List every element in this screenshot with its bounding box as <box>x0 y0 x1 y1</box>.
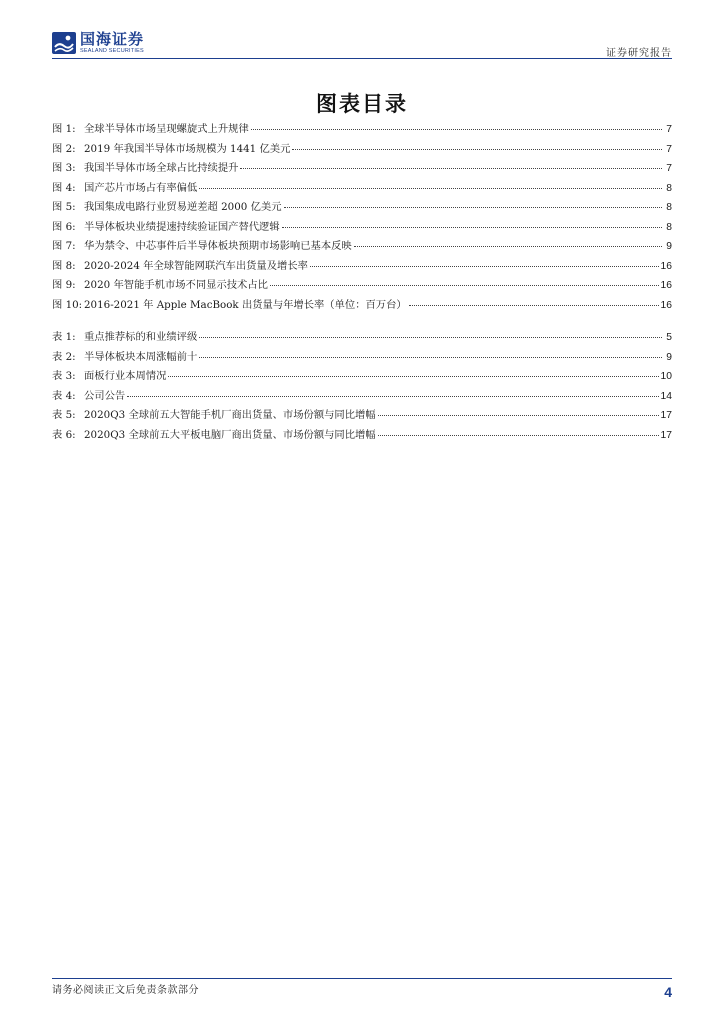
toc-entry-title: 2020 年智能手机市场不同显示技术占比 <box>84 279 268 291</box>
toc-entry-title: 2020Q3 全球前五大平板电脑厂商出货量、市场份额与同比增幅 <box>84 428 376 441</box>
toc-leader-dots <box>292 148 662 150</box>
toc-entry-label: 表 1: <box>52 331 76 343</box>
sealand-logo-icon <box>52 32 76 54</box>
toc-entry-page: 7 <box>666 124 672 135</box>
toc-leader-dots <box>310 265 659 267</box>
toc-entry-title: 我国半导体市场全球占比持续提升 <box>84 162 239 174</box>
toc-leader-dots <box>409 304 659 306</box>
toc-entry-title: 公司公告 <box>84 389 126 402</box>
toc-entry[interactable] <box>52 140 672 160</box>
toc-entry-page: 8 <box>666 221 672 233</box>
toc-entry-label: 图 5: <box>52 201 76 213</box>
toc-entry-title: 2016-2021 年 Apple MacBook 出货量与年增长率（单位：百万台） <box>84 298 407 311</box>
toc-entry-page: 8 <box>666 202 672 213</box>
disclaimer-text: 请务必阅读正文后免责条款部分 <box>52 985 199 996</box>
toc-entry-title: 面板行业本周情况 <box>84 370 167 382</box>
toc-entry-label: 表 4: <box>52 389 76 402</box>
figure-list <box>52 120 672 315</box>
toc-entry[interactable] <box>52 406 672 426</box>
toc-entry-page: 7 <box>666 163 672 174</box>
table-list <box>52 328 672 445</box>
document-type: 证券研究报告 <box>606 48 672 59</box>
toc-entry-title: 2020Q3 全球前五大智能手机厂商出货量、市场份额与同比增幅 <box>84 409 376 421</box>
toc-entry-label: 表 3: <box>52 370 76 382</box>
page-number: 4 <box>664 984 672 1000</box>
toc-entry-label: 图 9: <box>52 279 76 291</box>
toc-entry-page: 9 <box>666 241 672 252</box>
toc-entry[interactable] <box>52 218 672 238</box>
toc-entry-page: 7 <box>666 143 672 155</box>
toc-entry-label: 表 5: <box>52 409 76 421</box>
toc-entry-page: 14 <box>660 390 672 402</box>
toc-entry-title: 2019 年我国半导体市场规模为 1441 亿美元 <box>84 142 291 155</box>
toc-entry[interactable] <box>52 296 672 316</box>
toc-leader-dots <box>240 167 662 169</box>
toc-entry[interactable] <box>52 367 672 387</box>
toc-entry[interactable] <box>52 387 672 407</box>
toc-entry-page: 10 <box>660 371 672 382</box>
toc-entry-label: 图 1: <box>52 123 76 135</box>
toc-entry-title: 国产芯片市场占有率偏低 <box>84 181 198 194</box>
toc-entry[interactable] <box>52 276 672 296</box>
toc-entry[interactable] <box>52 179 672 199</box>
toc-entry-title: 2020-2024 年全球智能网联汽车出货量及增长率 <box>84 259 308 272</box>
toc-entry-title: 华为禁令、中芯事件后半导体板块预期市场影响已基本反映 <box>84 240 352 252</box>
toc-entry[interactable] <box>52 159 672 179</box>
toc-entry[interactable] <box>52 348 672 368</box>
toc-entry-page: 17 <box>660 410 672 421</box>
toc-leader-dots <box>284 206 662 208</box>
toc-leader-dots <box>251 128 662 130</box>
toc-entry[interactable] <box>52 198 672 218</box>
toc-entry-label: 图 4: <box>52 181 76 194</box>
toc-entry-label: 图 8: <box>52 259 76 272</box>
company-logo <box>52 30 144 56</box>
toc-entry-page: 5 <box>666 332 672 343</box>
toc-entry-label: 图 2: <box>52 142 76 155</box>
toc-entry[interactable] <box>52 257 672 277</box>
toc-leader-dots <box>378 434 659 436</box>
toc-leader-dots <box>270 284 659 286</box>
toc-leader-dots <box>168 375 658 377</box>
toc-entry-label: 图 3: <box>52 162 76 174</box>
toc-leader-dots <box>282 226 662 228</box>
toc-entry-title: 我国集成电路行业贸易逆差超 2000 亿美元 <box>84 201 282 213</box>
toc-entry-label: 图 10: <box>52 298 83 311</box>
page-header <box>52 30 672 60</box>
toc-entry-title: 半导体板块本周涨幅前十 <box>84 350 198 363</box>
toc-leader-dots <box>199 356 662 358</box>
logo-chinese-name: 国海证券 <box>80 29 145 48</box>
toc-leader-dots <box>199 187 662 189</box>
toc-leader-dots <box>354 245 662 247</box>
toc-entry[interactable] <box>52 120 672 140</box>
toc-entry-label: 表 2: <box>52 350 76 363</box>
page-title: 图表目录 <box>316 91 408 116</box>
toc-leader-dots <box>199 336 662 338</box>
header-divider <box>52 58 672 59</box>
toc-entry-label: 图 7: <box>52 240 76 252</box>
toc-leader-dots <box>127 395 658 397</box>
toc-entry-label: 表 6: <box>52 428 76 441</box>
toc-entry-page: 16 <box>660 260 672 272</box>
toc-entry-title: 半导体板块业绩提速持续验证国产替代逻辑 <box>84 220 280 233</box>
toc-entry[interactable] <box>52 328 672 348</box>
logo-english-name: SEALAND SECURITIES <box>80 47 144 54</box>
toc-entry-page: 16 <box>660 299 672 311</box>
toc-entry[interactable] <box>52 237 672 257</box>
toc-entry-title: 重点推荐标的和业绩评级 <box>84 331 198 343</box>
toc-entry-title: 全球半导体市场呈现螺旋式上升规律 <box>84 123 249 135</box>
toc-entry-label: 图 6: <box>52 220 76 233</box>
toc-leader-dots <box>378 414 659 416</box>
toc-entry-page: 16 <box>660 280 672 291</box>
toc-entry-page: 8 <box>666 182 672 194</box>
toc-entry-page: 17 <box>660 429 672 441</box>
toc-entry-page: 9 <box>666 351 672 363</box>
toc-entry[interactable] <box>52 426 672 446</box>
footer-divider <box>52 978 672 979</box>
